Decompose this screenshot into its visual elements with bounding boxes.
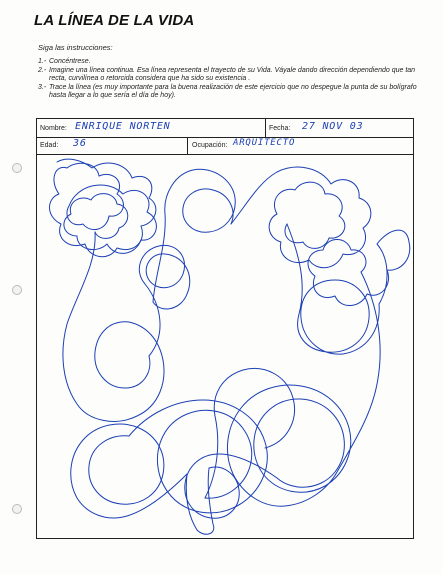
edad-label: Edad: xyxy=(40,142,59,149)
life-line-path xyxy=(227,272,380,506)
life-line-path xyxy=(139,245,189,356)
life-line-path xyxy=(64,185,157,253)
life-line-path xyxy=(63,232,164,421)
life-line-path xyxy=(71,424,187,518)
nombre-field[interactable]: ENRIQUE NORTEN xyxy=(75,121,171,132)
edad-field[interactable]: 36 xyxy=(73,138,87,149)
instruction-number: 2.- xyxy=(38,66,47,74)
form-row-name-date xyxy=(37,119,413,138)
instruction-number: 3.- xyxy=(38,83,47,91)
fecha-label: Fecha: xyxy=(269,125,291,132)
instruction-text: Trace la línea (es muy importante para la buena realización de este ejercicio que no despegue la punta de su bolígrafo hasta llegar a lo que sería el día de hoy). xyxy=(49,83,417,100)
intro-text: Siga las instrucciones: xyxy=(38,43,113,52)
ocupacion-field[interactable]: ARQUITECTO xyxy=(233,138,296,148)
life-line-path xyxy=(308,230,410,354)
life-line-path xyxy=(254,399,345,487)
life-line-path xyxy=(153,169,235,302)
field-divider xyxy=(187,137,188,154)
binder-hole xyxy=(12,504,22,514)
life-line-path xyxy=(186,468,213,534)
life-line-path xyxy=(231,167,371,268)
life-line-path xyxy=(205,368,295,498)
instruction-item xyxy=(38,84,428,101)
fecha-field[interactable]: 27 NOV 03 xyxy=(302,121,364,132)
page-title: LA LÍNEA DE LA VIDA xyxy=(34,12,195,29)
instructions-list xyxy=(38,58,428,101)
form-row-age-occupation xyxy=(37,137,413,155)
nombre-label: Nombre: xyxy=(40,125,67,132)
instruction-number: 1.- xyxy=(38,58,47,65)
binder-hole xyxy=(12,163,22,173)
binder-hole xyxy=(12,285,22,295)
life-line-path xyxy=(287,224,369,354)
instruction-item xyxy=(38,58,428,67)
instruction-text: Imagine una línea continua. Esa línea representa el trayecto de su Vida. Váyale dando dirección dependiendo que tan recta, curvilínea o retorcida considera que ha sido su existencia . xyxy=(49,66,416,83)
ocupacion-label: Ocupación: xyxy=(192,142,228,149)
instruction-text: Concéntrese. xyxy=(49,58,91,65)
field-divider xyxy=(265,119,266,137)
life-line-drawing[interactable] xyxy=(37,154,415,540)
response-form xyxy=(36,118,414,539)
instruction-item xyxy=(38,67,428,84)
